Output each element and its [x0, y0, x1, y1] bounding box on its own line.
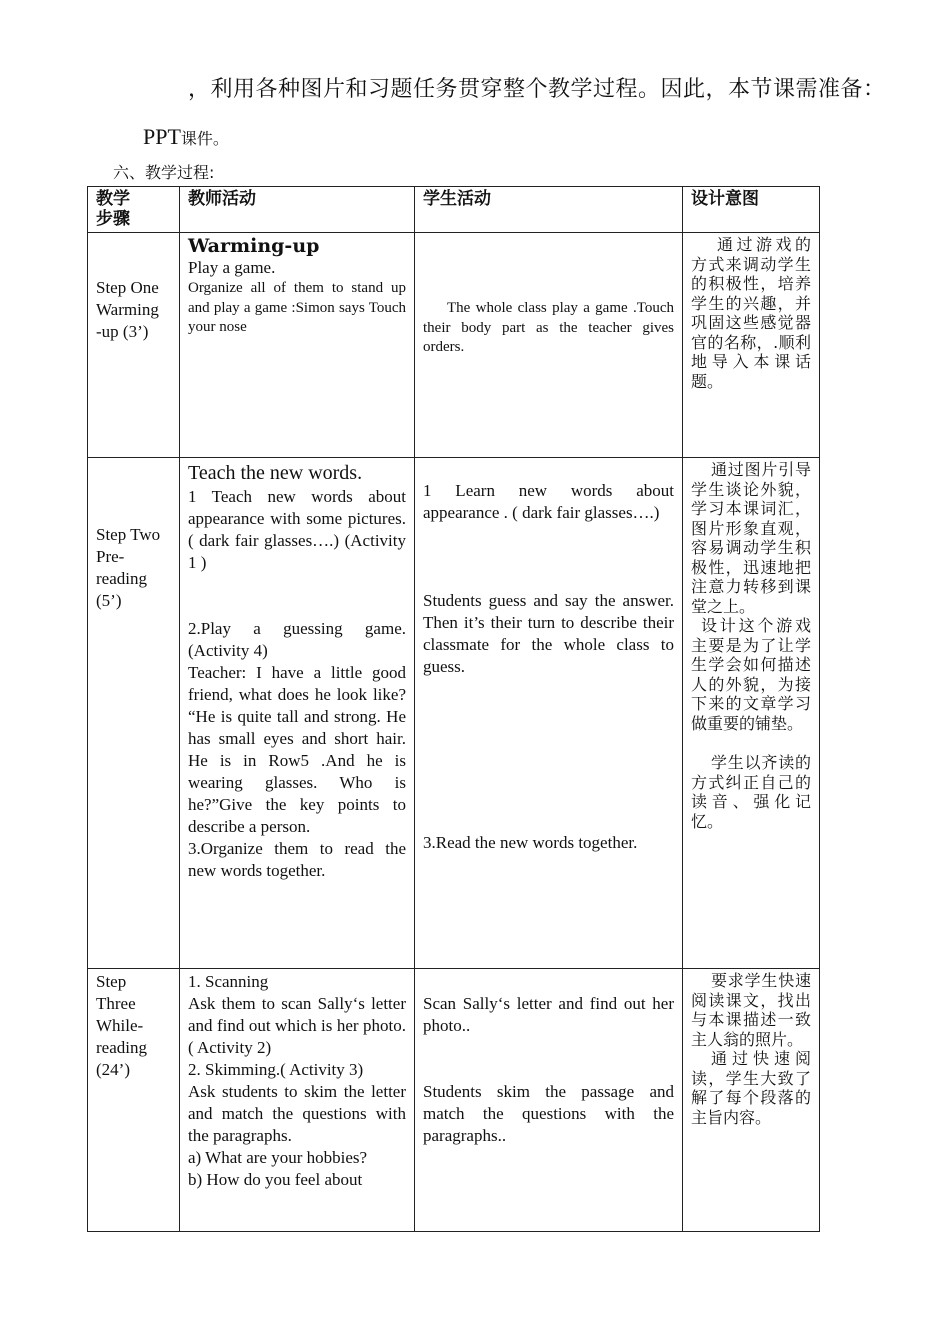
table-row	[88, 969, 820, 1232]
teacher-heading: Warming-up	[188, 235, 320, 257]
teacher-p2: 2.Play a guessing game. (Activity 4)	[188, 619, 406, 660]
intro-line-1: ，利用各种图片和习题任务贯穿整个教学过程。因此，本节课需准备：	[188, 77, 886, 102]
header-teacher: 教师活动	[180, 187, 415, 233]
teacher-p3: Teacher: I have a little good friend, what does he look like? “He is quite tall and strong. He has small eyes and short hair. He is in Row5 .And he is wearing glasses. Who is he?”Give the key points to describe a person.	[188, 663, 406, 836]
intent-p3: 学生以齐读的方式纠正自己的读音、强化记忆。	[691, 753, 811, 831]
student-cell	[415, 458, 683, 969]
student-cell	[415, 233, 683, 458]
lesson-table	[87, 186, 820, 1232]
teacher-cell	[180, 458, 415, 969]
table-row	[88, 233, 820, 458]
intent-p1: 通过图片引导学生谈论外貌，学习本课词汇，图片形象直观，容易调动学生积极性，迅速地把注意力转移到课堂之上。	[691, 460, 811, 616]
teacher-body: Organize all of them to stand up and play a game :Simon says Touch your nose	[188, 280, 406, 335]
teacher-p2: Ask them to scan Sally‘s letter and find out which is her photo. ( Activity 2)	[188, 994, 406, 1057]
intent-body: 通过游戏的方式来调动学生的积极性，培养学生的兴趣，并巩固这些感觉器官的名称，.顺利地导入本课话题。	[691, 235, 811, 391]
intro-ppt: PPT	[143, 124, 181, 149]
step-cell: Step One Warming -up (3’)	[88, 233, 180, 458]
header-step: 教学步骤	[88, 187, 180, 233]
student-p2: Students guess and say the answer. Then it’s their turn to describe their classmate for the whole class to guess.	[423, 591, 674, 676]
intent-cell	[683, 458, 820, 969]
intent-cell	[683, 969, 820, 1232]
student-p3: 3.Read the new words together.	[423, 833, 638, 852]
teacher-p5: a) What are your hobbies?	[188, 1148, 368, 1167]
teacher-p6: b) How do you feel about	[188, 1170, 363, 1189]
table-header-row	[88, 187, 820, 233]
student-body: The whole class play a game .Touch their body part as the teacher gives orders.	[423, 300, 674, 355]
teacher-p1: 1. Scanning	[188, 972, 269, 991]
intent-p1: 要求学生快速阅读课文，找出与本课描述一致主人翁的照片。	[691, 971, 811, 1049]
teacher-p1: 1 Teach new words about appearance with some pictures. ( dark fair glasses….) (Activity 1 )	[188, 487, 406, 572]
student-p2: Students skim the passage and match the questions with the paragraphs..	[423, 1082, 674, 1145]
student-p1: Scan Sally‘s letter and find out her photo..	[423, 994, 674, 1035]
intro-line-2	[143, 124, 229, 150]
teacher-p4: 3.Organize them to read the new words together.	[188, 839, 406, 880]
step-cell: Step Three While- reading (24’)	[88, 969, 180, 1232]
teacher-cell	[180, 233, 415, 458]
teacher-heading: Teach the new words.	[188, 462, 363, 484]
table-row	[88, 458, 820, 969]
teacher-cell	[180, 969, 415, 1232]
step-cell: Step Two Pre- reading (5’)	[88, 458, 180, 969]
teacher-p3: 2. Skimming.( Activity 3)	[188, 1060, 364, 1079]
intent-p2: 设计这个游戏主要是为了让学生学会如何描述人的外貌，为接下来的文章学习做重要的铺垫。	[691, 616, 811, 733]
section-title: 六、教学过程:	[113, 163, 215, 182]
teacher-p4: Ask students to skim the letter and match the questions with the paragraphs.	[188, 1082, 406, 1145]
intro-courseware: 课件。	[180, 129, 229, 148]
intent-cell	[683, 233, 820, 458]
student-cell	[415, 969, 683, 1232]
intent-p2: 通过快速阅读，学生大致了解了每个段落的主旨内容。	[691, 1049, 811, 1127]
student-p1: 1 Learn new words about appearance . ( dark fair glasses….)	[423, 481, 674, 522]
header-intent: 设计意图	[683, 187, 820, 233]
teacher-sub: Play a game.	[188, 258, 276, 277]
header-student: 学生活动	[415, 187, 683, 233]
